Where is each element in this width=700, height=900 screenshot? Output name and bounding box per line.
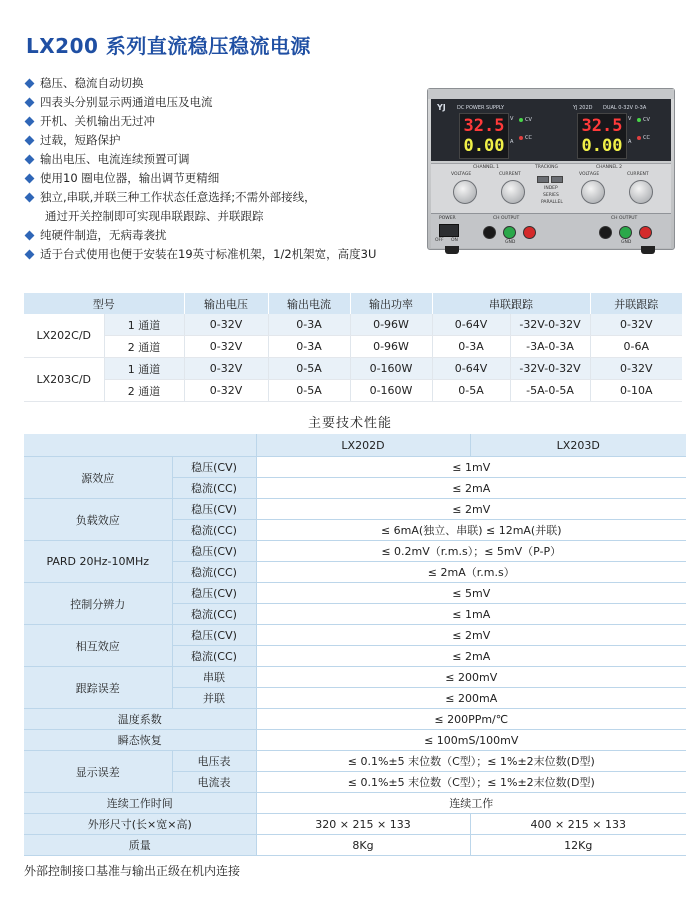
cell: 0-32V: [184, 358, 268, 380]
ch2-current-knob-icon: [629, 180, 653, 204]
parallel-label: PARALLEL: [541, 200, 563, 205]
psu-foot: [445, 246, 459, 254]
channel2-voltage-readout: 32.5: [581, 116, 623, 136]
table-header-row: [24, 293, 682, 314]
terminal-black-icon: [483, 226, 496, 239]
current-label: CURRENT: [627, 172, 649, 177]
cell: ≤ 1mA: [256, 604, 686, 625]
table-row: [24, 751, 686, 772]
sub-label: 稳压(CV): [172, 457, 256, 478]
unit-a-label: A: [510, 139, 514, 145]
power-label: POWER: [439, 216, 456, 221]
cell: ≤ 100mS/100mV: [256, 730, 686, 751]
feature-item-continued: 通过开关控制即可实现串联跟踪、并联跟踪: [45, 209, 264, 223]
voltage-label: VOLTAGE: [451, 172, 472, 177]
cell: 0-32V: [590, 314, 682, 336]
cc-label: CC: [643, 135, 650, 141]
terminal-red-icon: [639, 226, 652, 239]
feature-item: 使用10 圈电位器，输出调节更精细: [24, 169, 414, 188]
indep-label: INDEP: [544, 186, 558, 191]
terminal-green-icon: [503, 226, 516, 239]
table-row: [24, 499, 686, 520]
page-title: LX200 系列直流稳压稳流电源: [26, 34, 311, 58]
cell: 0-3A: [432, 336, 510, 358]
row-label: 显示误差: [24, 751, 172, 793]
channel2-current-readout: 0.00: [581, 136, 623, 156]
cell: ≤ 200mA: [256, 688, 686, 709]
cv-led-icon: [519, 118, 523, 122]
table-row: [24, 358, 682, 380]
row-label: 控制分辨力: [24, 583, 172, 625]
cell: -32V-0-32V: [510, 358, 590, 380]
row-label: 源效应: [24, 457, 172, 499]
cell: 0-6A: [590, 336, 682, 358]
bullet-diamond-icon: [25, 136, 35, 146]
table-row: [24, 667, 686, 688]
sub-label: 串联: [172, 667, 256, 688]
sub-label: 稳压(CV): [172, 499, 256, 520]
bullet-diamond-icon: [25, 193, 35, 203]
bullet-diamond-icon: [25, 155, 35, 165]
row-label: 跟踪误差: [24, 667, 172, 709]
feature-item: 纯硬件制造，无病毒袭扰: [24, 226, 414, 245]
feature-item: 开机、关机输出无过冲: [24, 112, 414, 131]
header-model: 型号: [24, 293, 184, 314]
tracking-label: TRACKING: [535, 165, 558, 170]
channel2-display: [577, 113, 627, 159]
row-label: PARD 20Hz-10MHz: [24, 541, 172, 583]
channel-label: 2 通道: [104, 380, 184, 402]
cell: ≤ 200mV: [256, 667, 686, 688]
feature-item: 稳压、稳流自动切换: [24, 74, 414, 93]
cell: ≤ 0.1%±5 末位数（C型）；≤ 1%±2末位数(D型): [256, 772, 686, 793]
cell: -5A-0-5A: [510, 380, 590, 402]
cell: 0-64V: [432, 314, 510, 336]
table-row: [24, 709, 686, 730]
tracking-button-icon: [537, 176, 549, 183]
cv-label: CV: [525, 117, 532, 123]
channel1-current-readout: 0.00: [463, 136, 505, 156]
cell: ≤ 1mV: [256, 457, 686, 478]
sub-label: 稳压(CV): [172, 625, 256, 646]
channel-label: 1 通道: [104, 358, 184, 380]
sub-label: 稳流(CC): [172, 478, 256, 499]
model-table: [24, 293, 682, 402]
model-name: LX203C/D: [24, 358, 104, 402]
feature-item: 过载，短路保护: [24, 131, 414, 150]
sub-label: 电压表: [172, 751, 256, 772]
brand-subtitle: DC POWER SUPPLY: [457, 105, 505, 111]
ch1-current-knob-icon: [501, 180, 525, 204]
cell: 0-64V: [432, 358, 510, 380]
cell: ≤ 200PPm/℃: [256, 709, 686, 730]
row-label: 质量: [24, 835, 256, 856]
bullet-diamond-icon: [25, 174, 35, 184]
tracking-button-icon: [551, 176, 563, 183]
current-label: CURRENT: [499, 172, 521, 177]
psu-display-panel: [431, 99, 671, 161]
cell: 0-3A: [268, 314, 350, 336]
cell: 12Kg: [470, 835, 686, 856]
cell: ≤ 2mV: [256, 499, 686, 520]
cell: 0-32V: [590, 358, 682, 380]
table-row: [24, 457, 686, 478]
channel-label: 1 通道: [104, 314, 184, 336]
table-row: [24, 793, 686, 814]
table-row: [24, 541, 686, 562]
cell: ≤ 2mV: [256, 625, 686, 646]
sub-label: 稳压(CV): [172, 583, 256, 604]
cell: ≤ 2mA: [256, 478, 686, 499]
feature-item: 四表头分别显示两通道电压及电流: [24, 93, 414, 112]
sub-label: 稳流(CC): [172, 520, 256, 541]
cell: ≤ 2mA: [256, 646, 686, 667]
row-label: 连续工作时间: [24, 793, 256, 814]
terminal-green-icon: [619, 226, 632, 239]
cv-label: CV: [643, 117, 650, 123]
model-name: LX202C/D: [24, 314, 104, 358]
header-output-power: 输出功率: [350, 293, 432, 314]
row-label: 瞬态恢复: [24, 730, 256, 751]
off-label: OFF: [435, 238, 444, 243]
table-row: [24, 730, 686, 751]
unit-v-label: V: [510, 116, 514, 122]
cell: ≤ 2mA（r.m.s）: [256, 562, 686, 583]
model-label: YJ 202D: [573, 105, 593, 111]
cell: 0-32V: [184, 314, 268, 336]
sub-label: 稳压(CV): [172, 541, 256, 562]
sub-label: 稳流(CC): [172, 604, 256, 625]
gnd-label: GND: [621, 240, 632, 245]
cell: ≤ 0.2mV（r.m.s）；≤ 5mV（P-P）: [256, 541, 686, 562]
power-supply-image: [427, 88, 677, 263]
channel2-label: CHANNEL 2: [596, 165, 622, 170]
power-switch-icon: [439, 224, 459, 237]
feature-item: 独立,串联,并联三种工作状态任意选择;不需外部接线，: [24, 188, 414, 207]
bullet-diamond-icon: [25, 79, 35, 89]
spec-label: DUAL 0-32V 0-3A: [603, 105, 647, 111]
cc-led-icon: [637, 136, 641, 140]
feature-item: 输出电压、电流连续预置可调: [24, 150, 414, 169]
footnote: 外部控制接口基准与输出正级在机内连接: [24, 864, 241, 878]
psu-foot: [641, 246, 655, 254]
cell: 8Kg: [256, 835, 470, 856]
cell: 320 × 215 × 133: [256, 814, 470, 835]
channel1-label: CHANNEL 1: [473, 165, 499, 170]
channel1-display: [459, 113, 509, 159]
terminal-red-icon: [523, 226, 536, 239]
sub-label: 稳流(CC): [172, 646, 256, 667]
feature-list: [24, 74, 414, 264]
cell: 400 × 215 × 133: [470, 814, 686, 835]
cell: 0-96W: [350, 314, 432, 336]
psu-terminal-panel: [431, 213, 671, 248]
row-label: 负载效应: [24, 499, 172, 541]
cell: 0-5A: [268, 358, 350, 380]
cell: 0-96W: [350, 336, 432, 358]
unit-a-label: A: [628, 139, 632, 145]
cell: 0-5A: [268, 380, 350, 402]
cell: ≤ 6mA(独立、串联) ≤ 12mA(并联): [256, 520, 686, 541]
sub-label: 并联: [172, 688, 256, 709]
cell: -3A-0-3A: [510, 336, 590, 358]
table-row: [24, 835, 686, 856]
sub-label: 电流表: [172, 772, 256, 793]
table-header-row: [24, 434, 686, 457]
cell: ≤ 0.1%±5 末位数（C型）；≤ 1%±2末位数(D型): [256, 751, 686, 772]
cv-led-icon: [637, 118, 641, 122]
cell: 0-32V: [184, 336, 268, 358]
terminal-black-icon: [599, 226, 612, 239]
ch2-voltage-knob-icon: [581, 180, 605, 204]
cell: 0-32V: [184, 380, 268, 402]
feature-item: 适于台式使用也便于安装在19英寸标准机架，1/2机架宽，高度3U: [24, 245, 414, 264]
cell: 0-160W: [350, 380, 432, 402]
gnd-label: GND: [505, 240, 516, 245]
bullet-diamond-icon: [25, 231, 35, 241]
psu-chassis: [427, 88, 675, 250]
voltage-label: VOLTAGE: [579, 172, 600, 177]
cell: 0-160W: [350, 358, 432, 380]
table-row: [24, 336, 682, 358]
row-label: 相互效应: [24, 625, 172, 667]
header-output-current: 输出电流: [268, 293, 350, 314]
brand-logo: YJ: [437, 103, 446, 112]
channel-label: 2 通道: [104, 336, 184, 358]
cell: 0-3A: [268, 336, 350, 358]
channel1-voltage-readout: 32.5: [463, 116, 505, 136]
bullet-diamond-icon: [25, 117, 35, 127]
header-series-tracking: 串联跟踪: [432, 293, 590, 314]
psu-control-panel: [431, 163, 671, 214]
cell: 0-10A: [590, 380, 682, 402]
table-row: [24, 814, 686, 835]
cc-led-icon: [519, 136, 523, 140]
output-label: CH OUTPUT: [493, 216, 520, 221]
psu-top-band: [428, 89, 674, 99]
header-lx203d: LX203D: [470, 434, 686, 457]
sub-label: 稳流(CC): [172, 562, 256, 583]
series-label: SERIES: [543, 193, 559, 198]
row-label: 外形尺寸(长×宽×高): [24, 814, 256, 835]
cell: ≤ 5mV: [256, 583, 686, 604]
header-lx202d: LX202D: [256, 434, 470, 457]
cell: 连续工作: [256, 793, 686, 814]
table-row: [24, 314, 682, 336]
unit-v-label: V: [628, 116, 632, 122]
table-row: [24, 380, 682, 402]
bullet-diamond-icon: [25, 98, 35, 108]
header-output-voltage: 输出电压: [184, 293, 268, 314]
spec-table: [24, 434, 686, 856]
table-row: [24, 583, 686, 604]
ch1-voltage-knob-icon: [453, 180, 477, 204]
cc-label: CC: [525, 135, 532, 141]
header-blank: [24, 434, 256, 457]
table-row: [24, 625, 686, 646]
spec-section-title: 主要技术性能: [307, 416, 392, 431]
header-parallel-tracking: 并联跟踪: [590, 293, 682, 314]
output-label: CH OUTPUT: [611, 216, 638, 221]
row-label: 温度系数: [24, 709, 256, 730]
bullet-diamond-icon: [25, 250, 35, 260]
cell: 0-5A: [432, 380, 510, 402]
cell: -32V-0-32V: [510, 314, 590, 336]
on-label: ON: [451, 238, 458, 243]
